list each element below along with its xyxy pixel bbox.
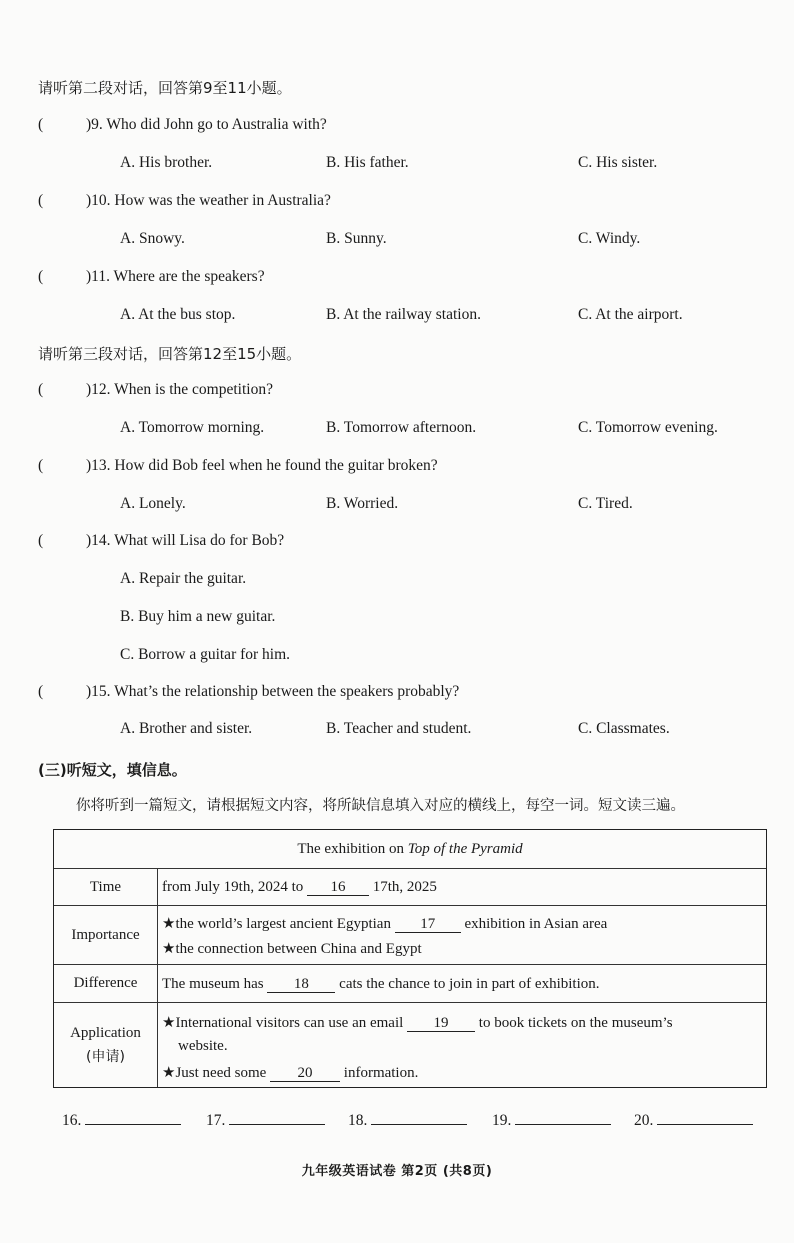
option-b[interactable]: B. At the railway station. <box>326 306 481 323</box>
difference-text-end: cats the chance to join in part of exhibition. <box>339 976 600 992</box>
option-a[interactable]: A. Lonely. <box>120 495 186 512</box>
question-text: )14. What will Lisa do for Bob? <box>86 532 285 549</box>
part3-instruction: 你将听到一篇短文，请根据短文内容，将所缺信息填入对应的横线上，每空一词。短文读三遍。 <box>76 798 685 814</box>
importance-text: ★the world’s largest ancient Egyptian <box>162 916 391 932</box>
time-text: from July 19th, 2024 to <box>162 879 304 895</box>
blank-16[interactable]: 16 <box>307 879 369 896</box>
application-line-3 <box>162 1063 760 1082</box>
importance-text-end: exhibition in Asian area <box>464 916 608 932</box>
answer-18 <box>348 1110 467 1130</box>
question-text: )13. How did Bob feel when he found the guitar broken? <box>86 457 438 474</box>
option-b[interactable]: B. Buy him a new guitar. <box>120 608 276 625</box>
answer-number: 17. <box>206 1112 226 1129</box>
option-a[interactable]: A. Repair the guitar. <box>120 570 247 587</box>
table-title-italic: Top of the Pyramid <box>407 841 523 857</box>
question-text: )15. What’s the relationship between the speakers probably? <box>86 683 460 700</box>
question-12 <box>38 381 273 399</box>
question-text: )10. How was the weather in Australia? <box>86 192 331 209</box>
question-9 <box>38 116 327 134</box>
importance-line-2: ★the connection between China and Egypt <box>162 941 422 957</box>
table-title-row <box>54 830 766 869</box>
option-a[interactable]: A. At the bus stop. <box>120 306 236 323</box>
option-a[interactable]: A. Tomorrow morning. <box>120 419 265 436</box>
answer-line-16[interactable] <box>85 1110 181 1125</box>
option-b[interactable]: B. His father. <box>326 154 409 171</box>
blank-18[interactable]: 18 <box>267 976 335 993</box>
difference-label: Difference <box>54 965 158 1002</box>
application-text-end: to book tickets on the museum’s <box>478 1015 673 1031</box>
option-c[interactable]: C. Borrow a guitar for him. <box>120 646 291 663</box>
answer-17 <box>206 1110 325 1130</box>
application-text-2: ★Just need some <box>162 1065 267 1081</box>
time-text-end: 17th, 2025 <box>372 879 437 895</box>
difference-cell <box>162 976 760 993</box>
page-footer: 九年级英语试卷 第2页 (共8页) <box>301 1164 493 1179</box>
difference-text: The museum has <box>162 976 264 992</box>
option-a[interactable]: A. His brother. <box>120 154 213 171</box>
time-cell <box>162 879 760 896</box>
option-c[interactable]: C. Windy. <box>578 230 641 247</box>
answer-paren[interactable]: ( <box>38 268 44 285</box>
answer-paren[interactable]: ( <box>38 683 44 700</box>
answer-paren[interactable]: ( <box>38 116 44 133</box>
section2-heading: 请听第二段对话，回答第9至11小题。 <box>38 79 292 97</box>
table-row-importance <box>54 906 766 965</box>
answer-number: 19. <box>492 1112 512 1129</box>
option-c[interactable]: C. Tomorrow evening. <box>578 419 718 436</box>
option-c[interactable]: C. Classmates. <box>578 720 670 737</box>
question-13 <box>38 457 438 475</box>
table-title <box>54 841 766 858</box>
application-label-en: Application <box>70 1025 141 1041</box>
time-label: Time <box>54 869 158 905</box>
option-a[interactable]: A. Snowy. <box>120 230 185 247</box>
importance-label: Importance <box>54 906 158 964</box>
question-14 <box>38 532 284 550</box>
answer-line-18[interactable] <box>371 1110 467 1125</box>
application-text: ★International visitors can use an email <box>162 1015 404 1031</box>
question-11 <box>38 268 265 286</box>
answer-paren[interactable]: ( <box>38 192 44 209</box>
option-c[interactable]: C. Tired. <box>578 495 633 512</box>
answer-line-17[interactable] <box>229 1110 325 1125</box>
importance-line-1 <box>162 914 760 933</box>
application-line-2: website. <box>178 1038 228 1054</box>
table-row-time <box>54 869 766 906</box>
question-text: )9. Who did John go to Australia with? <box>86 116 327 133</box>
question-text: )11. Where are the speakers? <box>86 268 265 285</box>
answer-paren[interactable]: ( <box>38 381 44 398</box>
application-label <box>54 1003 158 1087</box>
option-a[interactable]: A. Brother and sister. <box>120 720 253 737</box>
answer-line-19[interactable] <box>515 1110 611 1125</box>
table-row-difference <box>54 965 766 1003</box>
question-text: )12. When is the competition? <box>86 381 273 398</box>
option-b[interactable]: B. Worried. <box>326 495 399 512</box>
blank-17[interactable]: 17 <box>395 916 461 933</box>
answer-number: 20. <box>634 1112 654 1129</box>
table-row-application <box>54 1003 766 1087</box>
blank-20[interactable]: 20 <box>270 1065 340 1082</box>
question-15 <box>38 683 459 701</box>
answer-number: 18. <box>348 1112 368 1129</box>
answer-paren[interactable]: ( <box>38 532 44 549</box>
option-b[interactable]: B. Sunny. <box>326 230 387 247</box>
table-title-text: The exhibition on <box>297 841 408 857</box>
blank-19[interactable]: 19 <box>407 1015 475 1032</box>
answer-paren[interactable]: ( <box>38 457 44 474</box>
question-10 <box>38 192 331 210</box>
section3-heading: 请听第三段对话，回答第12至15小题。 <box>38 345 302 363</box>
answer-number: 16. <box>62 1112 82 1129</box>
option-c[interactable]: C. At the airport. <box>578 306 683 323</box>
application-line-1 <box>162 1013 760 1032</box>
info-table <box>53 829 767 1088</box>
answer-19 <box>492 1110 611 1130</box>
answer-16 <box>62 1110 181 1130</box>
application-label-cn: (申请) <box>86 1049 125 1065</box>
answer-line-20[interactable] <box>657 1110 753 1125</box>
part3-title: (三)听短文，填信息。 <box>38 761 187 779</box>
application-text-2-end: information. <box>343 1065 419 1081</box>
option-c[interactable]: C. His sister. <box>578 154 658 171</box>
answer-20 <box>634 1110 753 1130</box>
option-b[interactable]: B. Teacher and student. <box>326 720 472 737</box>
option-b[interactable]: B. Tomorrow afternoon. <box>326 419 477 436</box>
